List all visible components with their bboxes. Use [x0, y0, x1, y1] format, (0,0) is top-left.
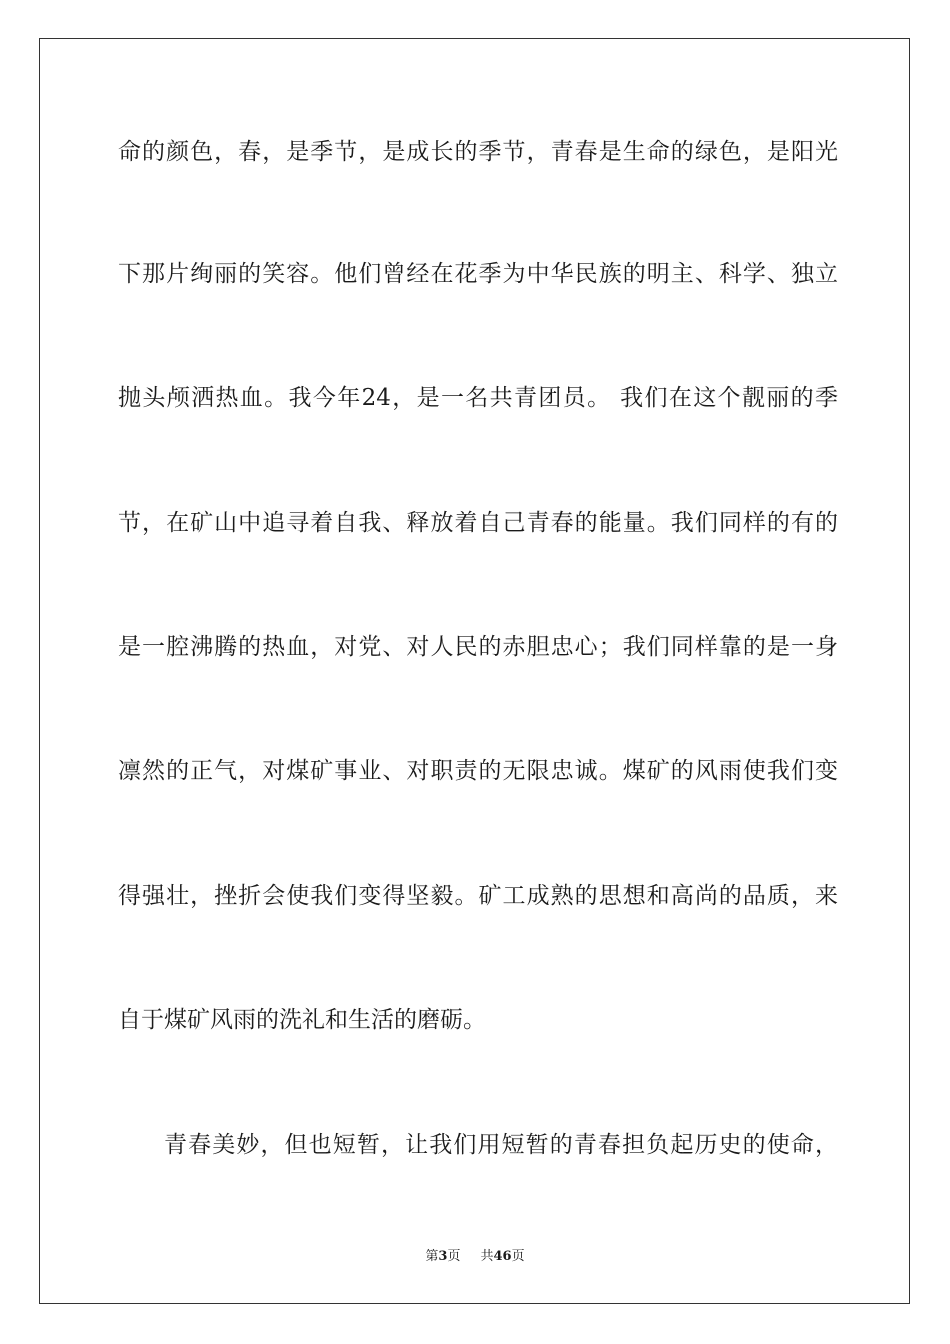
body-text-line: 得强壮，挫折会使我们变得坚毅。矿工成熟的思想和高尚的品质，来 [118, 883, 838, 909]
page-footer [0, 1248, 950, 1266]
page-border [39, 38, 910, 1304]
current-page-number: 3 [438, 1249, 448, 1264]
body-text-line: 下那片绚丽的笑容。他们曾经在花季为中华民族的明主、科学、独立 [118, 261, 838, 287]
body-text-line: 自于煤矿风雨的洗礼和生活的磨砺。 [118, 1007, 486, 1033]
page-label-suffix: 页 [447, 1249, 461, 1264]
total-label-prefix: 共 [480, 1249, 494, 1264]
body-text-line: 命的颜色，春，是季节，是成长的季节，青春是生命的绿色，是阳光 [118, 139, 838, 165]
paragraph-first-line: 青春美妙，但也短暂，让我们用短暂的青春担负起历史的使命， [164, 1132, 838, 1158]
total-label-suffix: 页 [511, 1249, 525, 1264]
total-page-count: 46 [493, 1249, 512, 1264]
page-label-prefix: 第 [425, 1249, 439, 1264]
body-text-line: 是一腔沸腾的热血，对党、对人民的赤胆忠心；我们同样靠的是一身 [118, 634, 838, 660]
body-text-line: 节，在矿山中追寻着自我、释放着自己青春的能量。我们同样的有的 [118, 510, 838, 536]
body-text-line: 凛然的正气，对煤矿事业、对职责的无限忠诚。煤矿的风雨使我们变 [118, 758, 838, 784]
body-text-line: 抛头颅洒热血。我今年24，是一名共青团员。 我们在这个靓丽的季 [118, 385, 838, 411]
